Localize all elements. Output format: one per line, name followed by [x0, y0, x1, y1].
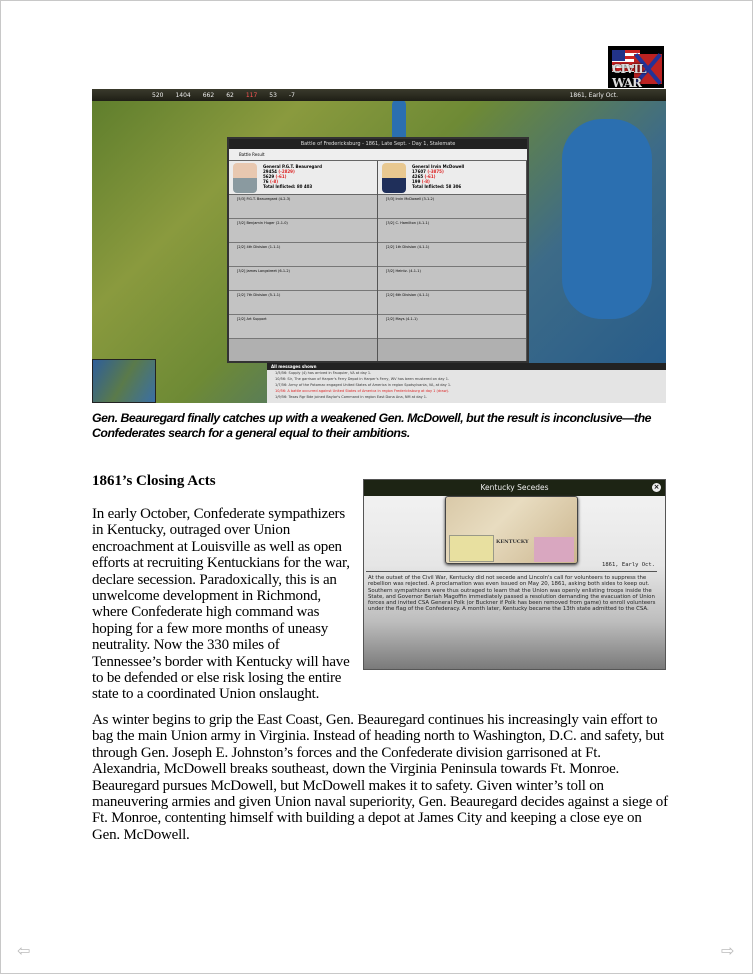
message-alert: 10/56: A battle occurred against United States of America in region Fredericksburg at day 1 (draw).	[275, 389, 450, 393]
guns-loss: (-61)	[424, 174, 436, 179]
unit-row: [2/2] 1th Division (4-1-1)	[378, 243, 526, 267]
general-portrait	[233, 163, 257, 193]
paragraph-text: In early October, Confederate sympathizers in Kentucky, outraged over Union encroachment at Louisville as well as open efforts at recruiting Kentuckians for the war, declare secession. Paradoxically, this is an unwelcome development in Richmond, where Confederate high command was hoping for a few more months of uneasy neutrality. Now the 330 miles of Tennessee’s border with Kentucky will have to be defended or else risk losing the entire state to a coordinated Union onslaught.	[92, 506, 350, 703]
message: 10/56: Sir, The garrison of Harper's Ferry Depot in Harper's Ferry, WV has been mustered on day 1.	[275, 377, 450, 381]
stat: -7	[288, 91, 295, 99]
stat: 62	[226, 91, 234, 99]
unit-row: [3/2] Benjamin Huger (2-1-0)	[229, 219, 377, 243]
general-name: General P.G.T. Beauregard	[263, 164, 322, 169]
stat: 520	[152, 91, 164, 99]
game-topbar	[92, 89, 666, 101]
event-body: At the outset of the Civil War, Kentucky did not secede and Lincoln's call for volunteers to suppress the rebellion was rejected. A proclamation was even issued on May 20, 1861, asking both sides to keep out. Southern sympathizers were thus outraged to learn that the Union was openly enlisting troops inside the State, and Governor Beriah Magoffin immediately passed a resolution demanding the evacuation of Union forces and invited CSA General Polk (or Buckner if Polk has been removed from game) to enroll volunteers under the flag of the Confederacy. A month later, Kentucky became the 13th state admitted to the CSA.	[368, 575, 656, 613]
previous-page-arrow-icon[interactable]: ⇦	[17, 941, 31, 960]
message: 1/7/56: Army of the Potomac engaged United States of America in region Spotsylvania, VA, at day 1.	[275, 383, 452, 387]
inflicted: 80	[296, 184, 303, 189]
close-icon: ×	[653, 483, 660, 491]
message-log-header: All messages shown	[267, 363, 666, 370]
inflicted: 58	[445, 184, 452, 189]
figure-caption: Gen. Beauregard finally catches up with a weakened Gen. McDowell, but the result is inconclusive—the Confederates search for a general equal to their ambitions.	[92, 411, 652, 440]
unit-row: [2/2] Art Support	[229, 315, 377, 339]
unit-row: [3/2] Heintz. (4-1-1)	[378, 267, 526, 291]
unit-row: [2/2] Mays (4-1-1)	[378, 315, 526, 339]
stat: 117	[245, 91, 258, 99]
inflicted-label: Total Inflicted:	[263, 184, 296, 189]
stat: 662	[202, 91, 215, 99]
civil-war-logo	[608, 46, 664, 88]
men-loss: (-2829)	[278, 169, 295, 174]
kentucky-secedes-event-screenshot	[363, 479, 666, 670]
general-portrait	[382, 163, 406, 193]
unit-row: [2/2] 7th Division (5-1-1)	[229, 291, 377, 315]
stat: 1404	[175, 91, 191, 99]
battle-result-label: Battle Result	[229, 149, 527, 161]
unit-row: [5/3] Irvin McDowell (3-1-2)	[378, 195, 526, 219]
message: 1/9/56: Texas Rgr Bde joined Baylor's Command in region East Dona Ana, NM at day 1.	[275, 395, 428, 399]
paragraph: As winter begins to grip the East Coast, Gen. Beauregard continues his increasingly vain effort to bag the main Union army in Virginia. Instead of heading north to Washington, D.C. and safety, but through Gen. Joseph E. Johnston’s forces and the Confederate division garrisoned at Ft. Alexandria, McDowell breaks southeast, down the Virginia Peninsula towards Ft. Monroe. Beauregard pursues McDowell, but McDowell makes it to safety. Given winter’s toll on maneuvering armies and given Union naval superiority, Gen. Beauregard decides against a siege of Ft. Monroe, contenting himself with building a depot at James City and keeping a close eye on Gen. McDowell.	[92, 712, 668, 843]
men: 17607	[412, 169, 426, 174]
message-log	[267, 363, 666, 403]
logo-text: CIVIL WAR	[612, 62, 646, 88]
battle-title: Battle of Fredericksburg - 1861, Late Sept. - Day 1, Stalemate	[229, 139, 527, 149]
event-date: 1861, Early Oct.	[602, 562, 655, 568]
next-page-arrow-icon[interactable]: ⇨	[721, 941, 735, 960]
score: 403	[303, 184, 313, 189]
guns: 5629	[263, 174, 275, 179]
section-heading: 1861’s Closing Acts	[92, 473, 216, 489]
stat: 53	[269, 91, 277, 99]
map-label: KENTUCKY	[496, 539, 529, 545]
event-title: Kentucky Secedes	[480, 483, 549, 492]
game-screenshot	[92, 89, 666, 403]
art-loss: (-8)	[421, 179, 430, 184]
art: 199	[412, 179, 421, 184]
battle-result-panel	[227, 137, 529, 363]
divider	[366, 571, 657, 572]
game-date: 1861, Early Oct.	[569, 91, 618, 99]
score: 306	[452, 184, 462, 189]
men-loss: (-3875)	[427, 169, 444, 174]
men: 29454	[263, 169, 277, 174]
kentucky-map-image	[445, 496, 578, 564]
art-loss: (-8)	[269, 179, 279, 184]
unit-row: [2/2] 6th Division (4-1-1)	[378, 291, 526, 315]
unit-row: [3/2] C. Hamilton (4-1-1)	[378, 219, 526, 243]
message: 1/5/56: Supply (4) has arrived in Fauquier, VA at day 1.	[275, 371, 372, 375]
inflicted-label: Total Inflicted:	[412, 184, 445, 189]
unit-row: [3/2] James Longstreet (6-1-2)	[229, 267, 377, 291]
guns-loss: (-61)	[275, 174, 287, 179]
general-name: General Irvin McDowell	[412, 164, 465, 169]
guns: 4265	[412, 174, 424, 179]
art: 76	[263, 179, 269, 184]
union-column	[378, 161, 527, 361]
unit-row: [2/2] 4th Division (1-1-1)	[229, 243, 377, 267]
confederate-column	[229, 161, 378, 361]
minimap	[92, 359, 156, 403]
unit-row: [5/3] P.G.T. Beauregard (4-2-3)	[229, 195, 377, 219]
